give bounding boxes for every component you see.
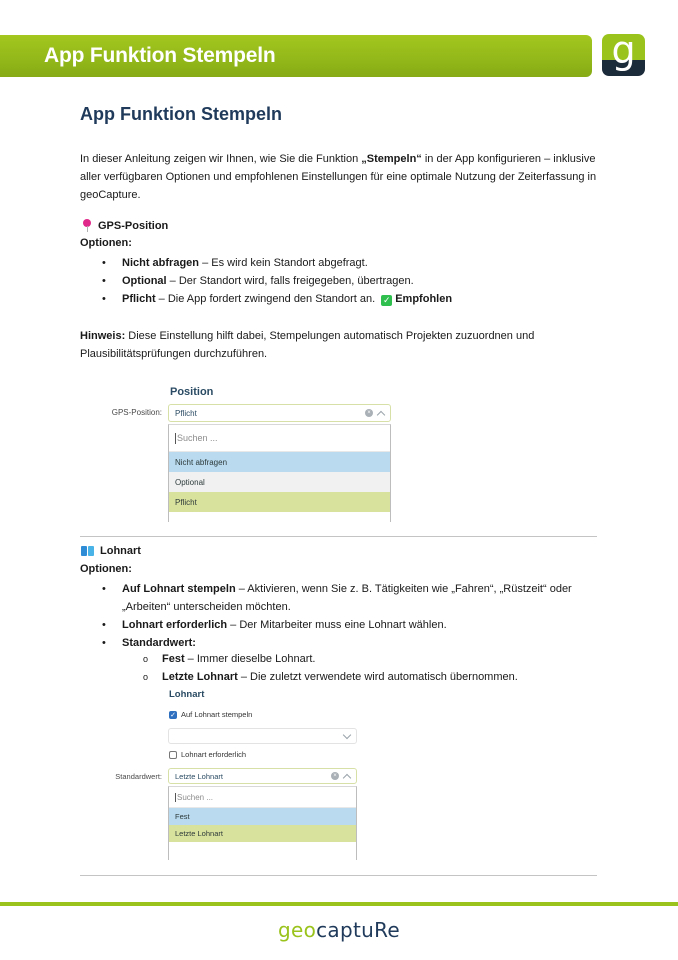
option-desc: – Es wird kein Standort abgefragt. <box>199 257 368 269</box>
logo-geo: geo <box>277 918 317 942</box>
lohnart-heading-text: Lohnart <box>100 545 141 557</box>
lohnart-erforderlich-checkbox-row[interactable] <box>169 750 246 759</box>
gps-note <box>80 327 600 363</box>
intro-text-1: In dieser Anleitung zeigen wir Ihnen, wie Sie die Funktion <box>80 153 362 165</box>
clear-icon[interactable]: × <box>365 409 373 417</box>
text-cursor <box>175 793 176 802</box>
check-icon: ✓ <box>382 295 391 305</box>
option-term: Nicht abfragen <box>122 257 200 269</box>
chevron-down-icon[interactable] <box>343 730 351 738</box>
note-label: Hinweis: <box>80 330 126 342</box>
list-item <box>80 616 610 634</box>
recommended-badge: Empfohlen <box>395 293 453 305</box>
option-term: Auf Lohnart stempeln <box>122 583 236 595</box>
header-title: App Funktion Stempeln <box>44 44 276 67</box>
option-desc: – Die zuletzt verwendete wird automatisch übernommen. <box>237 671 518 683</box>
option-term: Standardwert: <box>122 637 196 649</box>
gps-position-field-label: GPS-Position: <box>111 408 162 417</box>
section-divider <box>80 875 597 876</box>
list-item <box>80 254 600 272</box>
lohnart-icon <box>81 546 94 556</box>
lohnart-options-list <box>80 580 610 652</box>
gps-options-list <box>80 254 600 308</box>
footer-green-line <box>0 902 678 906</box>
option-desc: – Aktivieren, wenn Sie z. B. Tätigkeiten wie „Fahren“, „Rüstzeit“ oder „Arbeiten“ unterscheiden möchten. <box>122 583 572 613</box>
gps-heading-text: GPS-Position <box>98 220 169 232</box>
option-term: Optional <box>122 275 167 287</box>
option-desc: – Die App fordert zwingend den Standort an. <box>155 293 379 305</box>
list-item <box>80 272 600 290</box>
text-cursor <box>175 433 176 444</box>
note-text: Diese Einstellung hilft dabei, Stempelungen automatisch Projekten zuzuordnen und Plausibilitätsprüfungen durchzuführen. <box>80 330 535 360</box>
dropdown-option[interactable]: Nicht abfragen <box>169 452 390 472</box>
dropdown-option[interactable]: Pflicht <box>169 492 390 512</box>
selected-value: Pflicht <box>175 408 197 418</box>
option-term: Lohnart erforderlich <box>122 619 228 631</box>
intro-paragraph <box>80 150 600 204</box>
option-term: Fest <box>162 653 185 665</box>
lohnart-select[interactable] <box>168 728 357 744</box>
selected-value: Letzte Lohnart <box>175 771 223 781</box>
clear-icon[interactable]: × <box>331 772 339 780</box>
standardwert-dropdown <box>168 786 357 860</box>
option-desc: – Immer dieselbe Lohnart. <box>184 653 316 665</box>
dropdown-search-input[interactable] <box>169 787 356 808</box>
option-term: Letzte Lohnart <box>162 671 238 683</box>
chevron-up-icon[interactable] <box>377 410 385 418</box>
list-item <box>80 580 610 616</box>
standardwert-field-label: Standardwert: <box>115 772 162 781</box>
search-placeholder: Suchen ... <box>177 792 214 802</box>
dropdown-option[interactable]: Optional <box>169 472 390 492</box>
gps-position-select[interactable] <box>168 404 391 422</box>
pin-icon <box>82 219 92 233</box>
dropdown-option[interactable]: Fest <box>169 808 356 825</box>
section-divider <box>80 536 597 537</box>
auf-lohnart-stempeln-checkbox-row[interactable] <box>169 710 252 719</box>
lohnart-options-label: Optionen: <box>80 563 132 575</box>
auf-lohnart-stempeln-checkbox[interactable]: ✓ <box>170 711 176 719</box>
gps-position-dropdown <box>168 424 391 522</box>
standardwert-select[interactable] <box>168 768 357 784</box>
checkbox-label: Lohnart erforderlich <box>181 750 247 759</box>
dropdown-search-input[interactable] <box>169 425 390 452</box>
logo-letter: g <box>611 34 636 72</box>
option-desc: – Der Standort wird, falls freigegeben, übertragen. <box>166 275 414 287</box>
geocapture-g-logo <box>602 34 645 76</box>
geocapture-footer-logo <box>0 918 678 942</box>
chevron-up-icon[interactable] <box>343 773 351 781</box>
gps-options-label: Optionen: <box>80 237 132 249</box>
sub-list-item <box>80 650 610 668</box>
page-title: App Funktion Stempeln <box>80 104 282 124</box>
dropdown-option[interactable]: Letzte Lohnart <box>169 825 356 842</box>
lohnart-section-heading <box>81 545 141 557</box>
checkbox-label: Auf Lohnart stempeln <box>181 710 253 719</box>
lohnart-ui-heading: Lohnart <box>169 689 205 700</box>
option-desc: – Der Mitarbeiter muss eine Lohnart wählen. <box>227 619 447 631</box>
option-term: Pflicht <box>122 293 156 305</box>
intro-text-2: in der App konfigurieren – inklusive aller verfügbaren Optionen und empfohlenen Einstellungen für eine optimale Nutzung der Zeiterfassung in geoCapture. <box>80 153 597 201</box>
lohnart-erforderlich-checkbox[interactable] <box>169 751 177 759</box>
logo-capture: captuRe <box>316 918 400 942</box>
list-item <box>80 290 600 308</box>
standardwert-sub-list <box>80 650 610 686</box>
position-ui-heading: Position <box>170 386 214 398</box>
search-placeholder: Suchen ... <box>177 433 218 443</box>
sub-list-item <box>80 668 610 686</box>
gps-section-heading <box>82 219 168 233</box>
intro-bold: „Stempeln“ <box>361 153 422 165</box>
